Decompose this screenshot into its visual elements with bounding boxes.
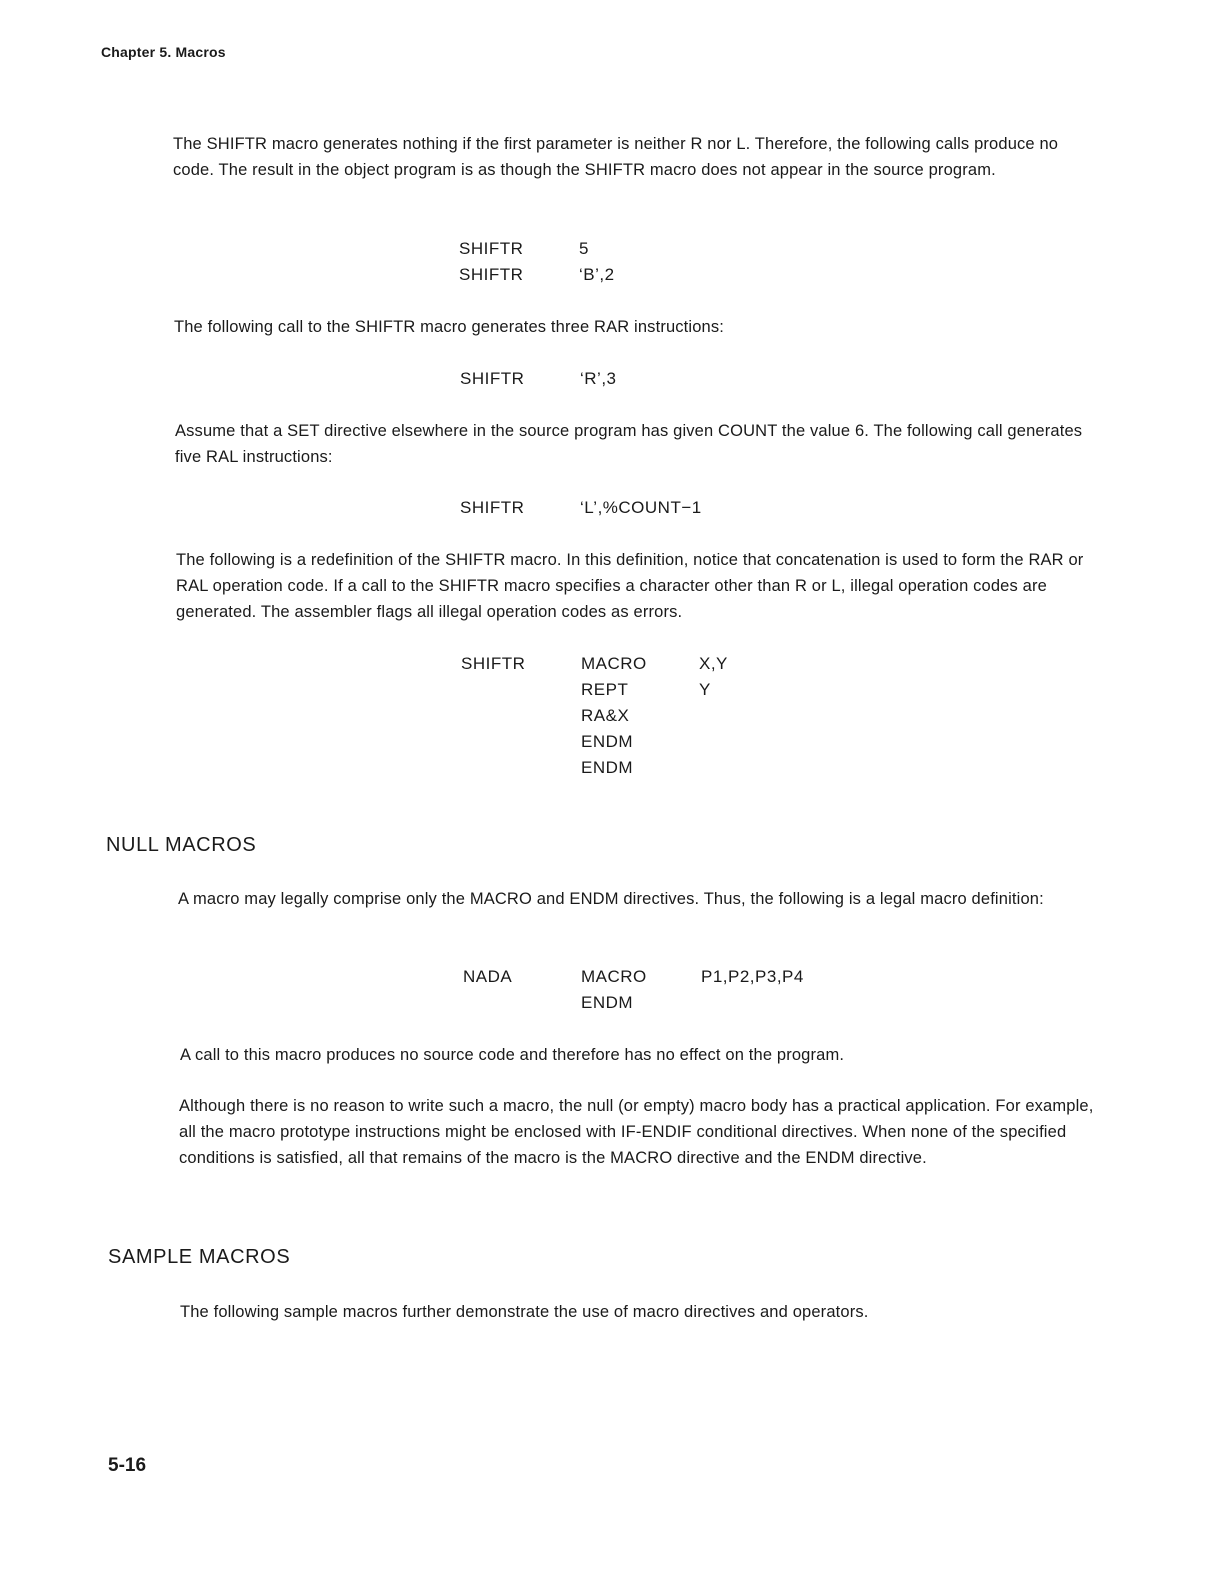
code-op: REPT xyxy=(581,680,629,699)
section-heading-null-macros: NULL MACROS xyxy=(106,834,257,856)
running-head: Chapter 5. Macros xyxy=(101,44,226,60)
code-operand: ‘L’,%COUNT−1 xyxy=(580,498,702,517)
code-op: RA&X xyxy=(581,706,630,725)
page-number: 5-16 xyxy=(108,1455,147,1476)
paragraph-shiftr-nothing: The SHIFTR macro generates nothing if the first parameter is neither R nor L. Therefore, the following calls produce no code. The result in the object program is as though the SHIFTR macro does not appear in the source program. xyxy=(173,135,1059,179)
paragraph-rar-call: The following call to the SHIFTR macro generates three RAR instructions: xyxy=(174,318,725,336)
code-op: ENDM xyxy=(581,758,634,777)
code-operand: ‘B’,2 xyxy=(579,265,615,284)
code-operand: ‘R’,3 xyxy=(580,369,617,388)
paragraph-redefinition: The following is a redefinition of the SHIFTR macro. In this definition, notice that concatenation is used to form the RAR or RAL operation code. If a call to the SHIFTR macro specifies a character other than R or L, illegal operation codes are generated. The assembler flags all illegal operation codes as errors. xyxy=(176,551,1084,621)
paragraph-no-effect: A call to this macro produces no source code and therefore has no effect on the program. xyxy=(180,1046,845,1064)
paragraph-null-body: Although there is no reason to write such a macro, the null (or empty) macro body has a practical application. For example, all the macro prototype instructions might be enclosed with IF-ENDIF conditional directives. When none of the specified conditions is satisfied, all that remains of the macro is the MACRO directive and the ENDM directive. xyxy=(179,1097,1094,1167)
paragraph-legal-macro: A macro may legally comprise only the MACRO and ENDM directives. Thus, the following is a legal macro definition: xyxy=(178,890,1044,908)
code-op: MACRO xyxy=(581,654,647,673)
code-operand: P1,P2,P3,P4 xyxy=(701,967,804,986)
code-operand: Y xyxy=(699,680,711,699)
code-label: SHIFTR xyxy=(459,265,524,284)
code-label: SHIFTR xyxy=(460,498,525,517)
paragraph-sample-intro: The following sample macros further demonstrate the use of macro directives and operators. xyxy=(180,1303,869,1321)
code-label: SHIFTR xyxy=(459,239,524,258)
section-heading-sample-macros: SAMPLE MACROS xyxy=(108,1246,291,1268)
code-operand: 5 xyxy=(579,239,589,258)
code-op: MACRO xyxy=(581,967,647,986)
code-label: NADA xyxy=(463,967,513,986)
code-operand: X,Y xyxy=(699,654,728,673)
code-label: SHIFTR xyxy=(460,369,525,388)
paragraph-set-count: Assume that a SET directive elsewhere in the source program has given COUNT the value 6. The following call generates five RAL instructions: xyxy=(175,422,1083,466)
code-op: ENDM xyxy=(581,993,634,1012)
code-label: SHIFTR xyxy=(461,654,526,673)
code-op: ENDM xyxy=(581,732,634,751)
